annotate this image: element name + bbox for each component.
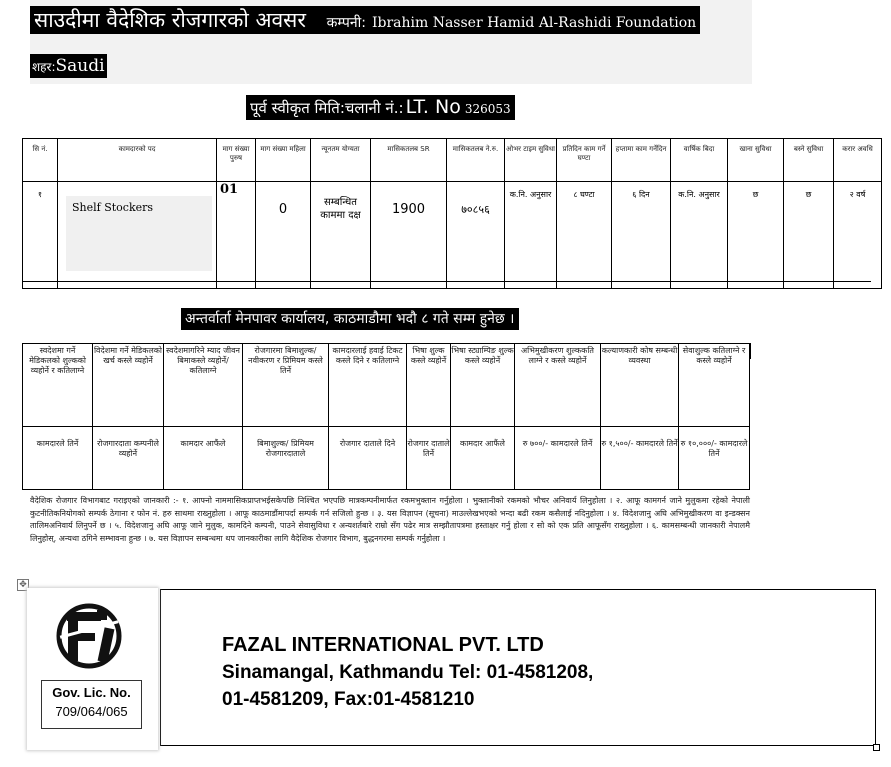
col-header: करार अवधि: [834, 139, 882, 182]
cost-table-header: [23, 344, 750, 427]
table-row: [23, 427, 750, 490]
fi-logo-icon: [27, 588, 158, 678]
cell-overtime: क.नि. अनुसार: [505, 182, 557, 289]
col-header: कल्याणकारी कोष सम्बन्धी व्यवस्था: [601, 344, 679, 427]
agency-info: [222, 632, 593, 713]
lt-number: 326053: [464, 102, 511, 116]
agency-contact: 01-4581209, Fax:01-4581210: [222, 689, 475, 710]
interview-band: [181, 308, 519, 330]
license-label: Gov. Lic. No.: [52, 685, 131, 700]
city-label: शहर:: [32, 60, 56, 74]
approval-label: पूर्व स्वीकृत मिति:चलानी नं.:: [250, 99, 404, 117]
col-header: बस्ने सुविधा: [784, 139, 834, 182]
table-edge-marker: [749, 343, 751, 359]
cost-value: रोजगार दाताले तिर्ने: [407, 427, 451, 490]
col-header: वार्षिक बिदा: [671, 139, 728, 182]
cost-value: रु १,५००/- कामदारले तिर्ने: [601, 427, 679, 490]
col-header: भिषा शुल्क कस्ले व्यहोर्ने: [407, 344, 451, 427]
col-header: खाना सुविधा: [728, 139, 784, 182]
cost-value: रोजगार दाताले दिने: [329, 427, 407, 490]
cell-male: 01: [217, 182, 256, 289]
cost-value: रु १०,०००/- कामदारले तिर्ने: [679, 427, 750, 490]
license-box: [41, 680, 142, 729]
cell-salary-sr: 1900: [371, 182, 447, 289]
city-name: Saudi: [55, 56, 105, 76]
position-text: Shelf Stockers: [66, 196, 212, 271]
col-header: मासिकतलब ने.रु.: [447, 139, 505, 182]
cell-accommodation: छ: [784, 182, 834, 289]
job-table: [22, 138, 882, 289]
cost-value: बिमाशुल्क/ प्रिमियम रोजगारदाताले: [243, 427, 329, 490]
col-header: माग संख्या पुरुष: [217, 139, 256, 182]
cell-hours: ८ घण्टा: [557, 182, 612, 289]
city-band: [30, 54, 107, 78]
cell-leave: क.नि. अनुसार: [671, 182, 728, 289]
cost-value: कामदार आफैंले: [451, 427, 515, 490]
col-header: सि नं.: [23, 139, 58, 182]
col-header: भिषा स्ट्याम्पिङ शुल्क कस्ले व्यहोर्ने: [451, 344, 515, 427]
cost-value: रु ७००/- कामदारले तिर्ने: [515, 427, 601, 490]
move-handle-icon[interactable]: ✥: [17, 579, 29, 591]
cell-salary-npr: ७०८५६: [447, 182, 505, 289]
lt-label: LT. No: [405, 96, 461, 118]
col-header: स्वदेशमागरिने म्याद जीवन बिमाकस्ले व्यहोर्ने/ कतिलाग्ने: [164, 344, 243, 427]
approval-band: [246, 95, 515, 120]
cost-value: रोजगारदाता कम्पनीले व्यहोर्ने: [93, 427, 164, 490]
col-header: कामदारलाई हवाई टिकट कस्ले दिने र कतिलाग्ने: [329, 344, 407, 427]
col-header: सेवाशुल्क कतिलाग्ने र कस्ले व्यहोर्ने: [679, 344, 750, 427]
cell-position: [58, 182, 217, 289]
page-title: साउदीमा वैदेशिक रोजगारको अवसर: [34, 8, 306, 32]
cost-value: कामदारले तिर्ने: [23, 427, 93, 490]
col-header: अभिमुखीकरण शुल्ककति लाग्ने र कस्ले व्यहोर्ने: [515, 344, 601, 427]
agency-name: FAZAL INTERNATIONAL PVT. LTD: [222, 634, 544, 656]
table-bottom-rule: [22, 281, 871, 282]
col-header: स्वदेशमा गर्ने मेडिकलको शुल्कको व्यहोर्ने र कतिलाग्ने: [23, 344, 93, 427]
cell-contract: २ वर्ष: [834, 182, 882, 289]
cell-days: ६ दिन: [612, 182, 671, 289]
col-header: मासिकतलब SR: [371, 139, 447, 182]
company-name: Ibrahim Nasser Hamid Al-Rashidi Foundation: [371, 15, 697, 31]
cell-sn: १: [23, 182, 58, 289]
resize-handle[interactable]: [873, 744, 880, 751]
col-header: हप्तामा काम गर्नेदिन: [612, 139, 671, 182]
cost-value: कामदार आफैंले: [164, 427, 243, 490]
agency-address: Sinamangal, Kathmandu Tel: 01-4581208,: [222, 662, 594, 683]
col-header: न्यूनतम योग्यता: [311, 139, 371, 182]
col-header: कामदारको पद: [58, 139, 217, 182]
title-band: [30, 6, 700, 34]
cell-food: छ: [728, 182, 784, 289]
job-table-header: [23, 139, 882, 182]
company-label: कम्पनी:: [326, 15, 366, 31]
table-row: [23, 182, 882, 289]
license-number: 709/064/065: [55, 704, 128, 719]
interview-text: अन्तर्वार्ता मेनपावर कार्यालय, काठमाडौमा भदौ ८ गते सम्म हुनेछ ।: [185, 311, 515, 327]
notice-text: वैदेशिक रोजगार विभागबाट गराइएको जानकारी :- १. आफ्नो नाममासिकप्राप्तभईसकेपछि निश्चित भएपछि मात्रकम्पनीमार्फत रकमभुक्तान गर्नुहोला । भुक्तानीको रकमको भौचर अनिवार्य लिनुहोला । २. आफू कामगर्न जाने मुलुकमा रहेको नेपाली कुटनीतिकनियोगको सम्पर्क ठेगाना र फोन नं. हरु साथमा राख्नुहोला । आफू काठमाडौंमापर्दा सम्पर्क गर्न सजिलो हुन्छ । ३. यस विज्ञापन (सूचना) माउल्लेखभएको भन्दा बढी रकम कसैलाई नदिनुहोला । ४. विदेशजानु अघि अभिमुखीकरण वा इन्डक्सन तालिमअनिवार्य लिनुपर्ने छ । ५. विदेशजानु अघि आफू जाने मुलुक, कामदिने कम्पनी, पाउने सेवासुविधा र अन्यशर्तबारे राम्रो सँग पढेर मात्र सम्झौतापत्रमा हस्ताक्षर गर्नु होला र सो को एक प्रति आफूसँग राख्नुहोला । ६. कामसम्बन्धी जानकारी नेपालमै लिनुहोस्, अन्यथा ठगिने सम्भावना हुन्छ । ७. यस विज्ञापन सम्बन्धमा थप जानकारीका लागि वैदेशिक रोजगार विभाग, बुद्धनगरमा सम्पर्क गर्नुहोला ।: [30, 496, 750, 543]
col-header: प्रतिदिन काम गर्ने घण्टा: [557, 139, 612, 182]
col-header: विदेशमा गर्ने मेडिकलको खर्च कस्ले व्यहोर्ने: [93, 344, 164, 427]
cost-table: [22, 343, 750, 490]
col-header: रोजगारमा बिमाशुल्क/नवीकरण र प्रिमियम कस्ले तिर्ने: [243, 344, 329, 427]
col-header: ओभर टाइम सुविधा: [505, 139, 557, 182]
col-header: माग संख्या महिला: [256, 139, 311, 182]
cell-qualification: सम्बन्धित काममा दक्ष: [311, 182, 371, 289]
cell-female: 0: [256, 182, 311, 289]
